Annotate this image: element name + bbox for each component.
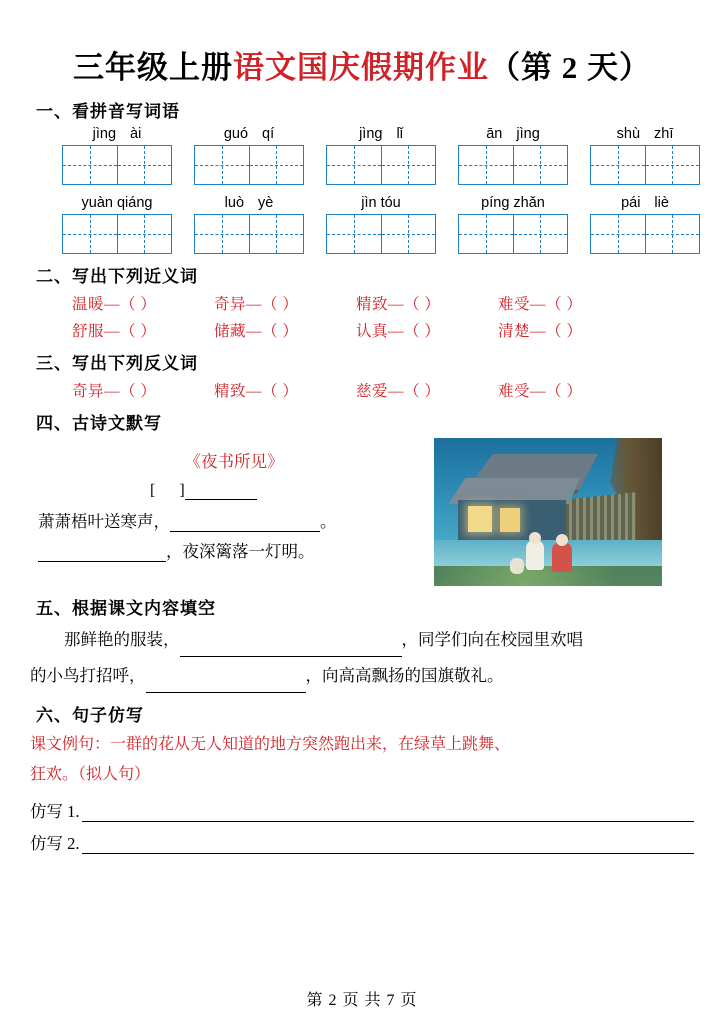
tianzige-cell[interactable] [195, 146, 249, 184]
pinyin-label [458, 126, 568, 142]
poem-line-1-text: 萧萧梧叶送寒声， [38, 512, 170, 531]
tianzige-cell[interactable] [513, 146, 568, 184]
section-5-heading: 五、根据课文内容填空 [36, 599, 216, 618]
pinyin-label [194, 195, 304, 211]
tianzige-box[interactable] [62, 145, 172, 185]
synonym-item[interactable]: 温暖—（ ） [72, 296, 157, 313]
fill-in-line-2 [30, 659, 694, 693]
tianzige-cell[interactable] [513, 215, 568, 253]
pinyin-label [326, 195, 436, 211]
pinyin-syllable: yè [258, 195, 274, 211]
poem-line-1-period: 。 [320, 512, 337, 531]
imitation-blank-1[interactable] [82, 805, 695, 822]
pinyin-item [458, 126, 568, 185]
pinyin-syllable: luò [224, 195, 245, 211]
tianzige-cell[interactable] [63, 215, 117, 253]
tianzige-cell[interactable] [63, 146, 117, 184]
pinyin-label [326, 126, 436, 142]
fill-in-text-1b: ，同学们向在校园里欢唱 [401, 630, 583, 649]
lit-window-shape [500, 508, 520, 532]
pinyin-syllable: jìng [359, 126, 383, 142]
synonym-item[interactable]: 认真—（ ） [356, 323, 441, 340]
pinyin-syllable: guó [223, 126, 249, 142]
page-title-part2: 语文国庆假期作业 [233, 50, 489, 85]
imitation-label-2: 仿写 2. [30, 834, 80, 853]
fill-in-text-2a: 的小鸟打招呼， [30, 666, 146, 685]
grass-shape [434, 566, 662, 586]
pinyin-syllable: jìn [361, 195, 377, 211]
pinyin-syllable: yuàn [81, 195, 113, 211]
antonym-item[interactable]: 难受—（ ） [498, 383, 583, 400]
synonym-item[interactable]: 清楚—（ ） [498, 323, 583, 340]
pinyin-label [62, 126, 172, 142]
child-figure-shape [552, 542, 572, 572]
poem-dictation-area [30, 438, 694, 586]
tianzige-cell[interactable] [645, 146, 700, 184]
section-2-heading: 二、写出下列近义词 [36, 267, 198, 286]
example-label: 课文例句： [30, 736, 111, 753]
bracket-open: [ [150, 482, 156, 499]
tianzige-cell[interactable] [591, 215, 645, 253]
tianzige-cell[interactable] [195, 215, 249, 253]
pinyin-item [326, 195, 436, 254]
pinyin-syllable: pái [621, 195, 641, 211]
tianzige-cell[interactable] [591, 146, 645, 184]
pinyin-label [62, 195, 172, 211]
page-footer: 第 2 页 共 7 页 [306, 992, 418, 1009]
poem-line-2-text: 夜深篱落一灯明。 [182, 542, 315, 561]
tianzige-cell[interactable] [381, 215, 436, 253]
section-4-heading: 四、古诗文默写 [36, 414, 162, 433]
poem-illustration-image [434, 438, 662, 586]
poem-text-column [30, 438, 430, 566]
section-6-heading: 六、句子仿写 [36, 706, 144, 725]
pinyin-syllable: píng [481, 195, 510, 211]
fill-in-blank-1[interactable] [180, 641, 402, 658]
lit-window-shape [468, 506, 492, 532]
tianzige-cell[interactable] [459, 146, 513, 184]
pinyin-item [62, 195, 172, 254]
fill-in-text-1a: 那鲜艳的服装， [64, 630, 180, 649]
pinyin-item [326, 126, 436, 185]
pinyin-item [194, 195, 304, 254]
pinyin-label [194, 126, 304, 142]
pinyin-item [590, 126, 700, 185]
antonym-item[interactable]: 精致—（ ） [214, 383, 299, 400]
synonym-item[interactable]: 精致—（ ） [356, 296, 441, 313]
tianzige-cell[interactable] [381, 146, 436, 184]
imitation-label-1: 仿写 1. [30, 802, 80, 821]
antonym-row-1 [30, 379, 694, 401]
poem-author-blank[interactable] [38, 482, 430, 500]
imitation-answer-1 [30, 798, 694, 822]
pinyin-syllable: shù [616, 126, 641, 142]
tianzige-cell[interactable] [249, 146, 304, 184]
pinyin-syllable: jìng [92, 126, 117, 142]
tianzige-cell[interactable] [117, 215, 172, 253]
tianzige-cell[interactable] [645, 215, 700, 253]
tianzige-box[interactable] [62, 214, 172, 254]
tianzige-cell[interactable] [327, 146, 381, 184]
animal-shape [510, 558, 524, 574]
synonym-item[interactable]: 难受—（ ） [498, 296, 583, 313]
tianzige-cell[interactable] [117, 146, 172, 184]
fill-in-text-2b: ，向高高飘扬的国旗敬礼。 [305, 666, 504, 685]
fill-in-line-1 [30, 623, 694, 657]
poem-line-2 [38, 538, 430, 562]
poem-line-1-blank[interactable] [170, 516, 320, 533]
pinyin-item [194, 126, 304, 185]
section-3-heading: 三、写出下列反义词 [36, 354, 198, 373]
tianzige-cell[interactable] [249, 215, 304, 253]
section-1-heading: 一、看拼音写词语 [36, 102, 180, 121]
synonym-row-2 [30, 319, 694, 341]
pinyin-item [458, 195, 568, 254]
tianzige-box[interactable] [326, 214, 436, 254]
pinyin-label [590, 126, 700, 142]
pinyin-label [590, 195, 700, 211]
tianzige-box[interactable] [458, 214, 568, 254]
pinyin-syllable: ài [130, 126, 142, 142]
pinyin-syllable: tóu [380, 195, 401, 211]
example-text-line-2: 狂欢。（拟人句） [30, 766, 151, 783]
imitation-blank-2[interactable] [82, 837, 695, 854]
imitation-answer-2 [30, 830, 694, 854]
pinyin-syllable: liè [654, 195, 669, 211]
antonym-item[interactable]: 慈爱—（ ） [356, 383, 441, 400]
poem-line-2-blank[interactable] [38, 546, 166, 563]
poem-line-1 [38, 508, 430, 532]
synonym-item[interactable]: 舒服—（ ） [72, 323, 157, 340]
pinyin-row-2 [30, 195, 694, 254]
tianzige-box[interactable] [194, 145, 304, 185]
pinyin-syllable: jìng [516, 126, 540, 142]
poem-line-2-comma: ， [166, 542, 183, 561]
pinyin-writing-grid [30, 126, 694, 254]
pinyin-syllable: lǐ [396, 126, 403, 142]
tianzige-cell[interactable] [327, 215, 381, 253]
poem-title: 《夜书所见》 [184, 452, 284, 471]
antonym-item[interactable]: 奇异—（ ） [72, 383, 157, 400]
synonym-item[interactable]: 奇异—（ ） [214, 296, 299, 313]
example-text-line-1: 一群的花从无人知道的地方突然跑出来，在绿草上跳舞、 [110, 736, 511, 753]
child-figure-shape [526, 540, 544, 570]
bracket-close: ] [179, 482, 185, 499]
pinyin-item [62, 126, 172, 185]
fill-in-blank-2[interactable] [146, 677, 306, 694]
tianzige-box[interactable] [326, 145, 436, 185]
pinyin-syllable: ān [486, 126, 503, 142]
author-name-line[interactable] [185, 484, 257, 500]
tianzige-cell[interactable] [459, 215, 513, 253]
synonym-item[interactable]: 储藏—（ ） [214, 323, 299, 340]
tianzige-box[interactable] [590, 214, 700, 254]
page-title [30, 42, 694, 87]
pinyin-syllable: qiáng [116, 195, 153, 211]
example-sentence [30, 730, 694, 790]
pinyin-row-1 [30, 126, 694, 185]
pinyin-label [458, 195, 568, 211]
page-title-part3: （第 2 天） [489, 50, 651, 85]
pinyin-item [590, 195, 700, 254]
tianzige-box[interactable] [590, 145, 700, 185]
pinyin-syllable: zhī [654, 126, 674, 142]
synonym-row-1 [30, 292, 694, 314]
page-title-part1: 三年级上册 [73, 50, 233, 85]
pinyin-syllable: zhǎn [513, 195, 545, 211]
tianzige-box[interactable] [194, 214, 304, 254]
tianzige-box[interactable] [458, 145, 568, 185]
pinyin-syllable: qí [262, 126, 275, 142]
